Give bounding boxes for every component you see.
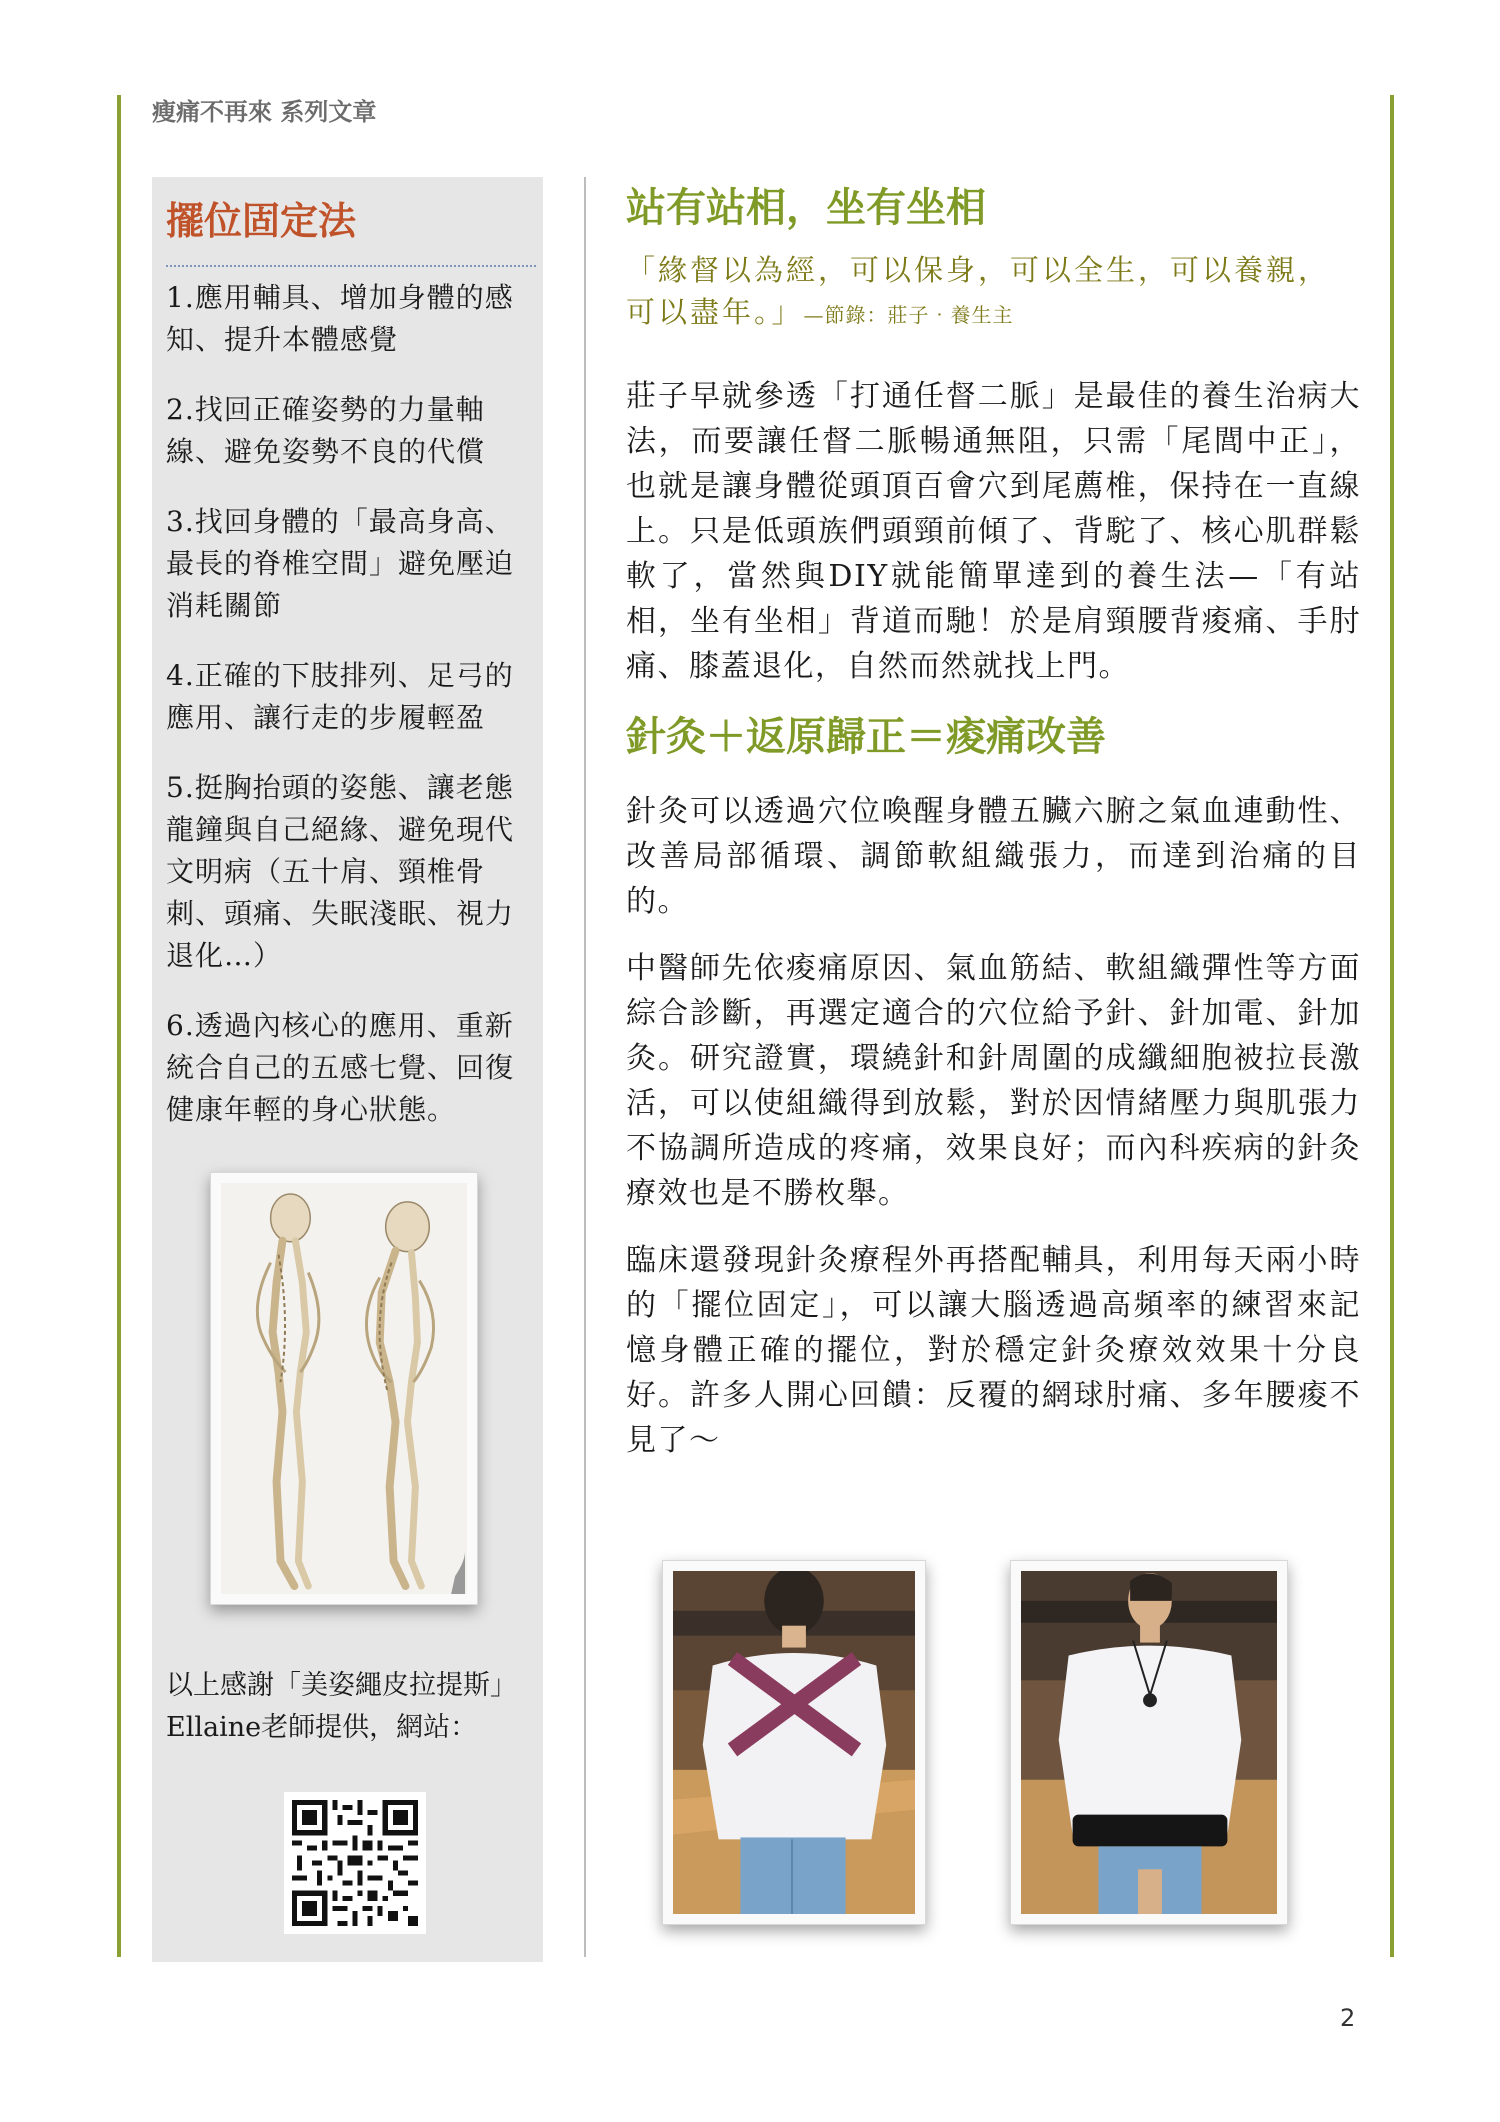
heading-posture: 站有站相，坐有坐相	[626, 185, 986, 231]
qr-code[interactable]	[284, 1792, 426, 1934]
sidebar-list-item: 3.找回身體的「最高身高、最長的脊椎空間」避免壓迫消耗關節	[166, 505, 515, 622]
paragraph: 莊子早就參透「打通任督二脈」是最佳的養生治病大法，而要讓任督二脈暢通無阻，只需「尾閭中正」，也就是讓身體從頭頂百會穴到尾薦椎，保持在一直線上。只是低頭族們頭頸前傾了、背駝了、核心肌群鬆軟了，當然與DIY就能簡單達到的養生法—「有站相，坐有坐相」背道而馳！於是肩頸腰背痠痛、手肘痛、膝蓋退化，自然而然就找上門。	[626, 379, 1361, 684]
sidebar-title: 擺位固定法	[166, 199, 357, 243]
series-title: 瘦痛不再來 系列文章	[152, 98, 377, 126]
paragraph: 臨床還發現針灸療程外再搭配輔具，利用每天兩小時的「擺位固定」，可以讓大腦透過高頻率的練習來記憶身體正確的擺位，對於穩定針灸療效效果十分良好。許多人開心回饋：反覆的網球肘痛、多年腰痠不見了～	[626, 1243, 1361, 1458]
column-divider	[584, 177, 586, 1957]
sidebar-list-item: 4.正確的下肢排列、足弓的應用、讓行走的步履輕盈	[166, 659, 514, 734]
back-strap-photo	[662, 1560, 926, 1925]
heading-acupuncture: 針灸＋返原歸正＝痠痛改善	[626, 714, 1106, 760]
quote	[626, 249, 1361, 336]
thanks-note: 以上感謝「美姿繩皮拉提斯」Ellaine老師提供，網站：	[166, 1670, 517, 1743]
right-accent-rule	[1390, 95, 1394, 1957]
left-accent-rule	[117, 95, 121, 1957]
quote-text: 「緣督以為經，可以保身，可以全生，可以養親，可以盡年。」	[626, 253, 1331, 329]
page-number: 2	[1340, 2004, 1356, 2032]
paragraph: 中醫師先依痠痛原因、氣血筋結、軟組織彈性等方面綜合診斷，再選定適合的穴位給予針、針加電、針加灸。研究證實，環繞針和針周圍的成纖細胞被拉長激活，可以使組織得到放鬆，對於因情緒壓力與肌張力不協調所造成的疼痛，效果良好；而內科疾病的針灸療效也是不勝枚舉。	[626, 951, 1361, 1211]
sidebar-list-item: 1.應用輔具、增加身體的感知、提升本體感覺	[166, 281, 514, 356]
main-column	[626, 177, 1361, 1463]
sidebar-list-item: 2.找回正確姿勢的力量軸線、避免姿勢不良的代償	[166, 393, 486, 468]
posture-skeleton-photo	[210, 1172, 478, 1605]
quote-source: —節錄：莊子‧養生主	[803, 303, 1014, 327]
paragraph: 針灸可以透過穴位喚醒身體五臟六腑之氣血連動性、改善局部循環、調節軟組織張力，而達到治痛的目的。	[626, 794, 1361, 919]
sidebar-dotted-divider	[166, 265, 536, 267]
sidebar-list-item: 5.挺胸抬頭的姿態、讓老態龍鐘與自己絕緣、避免現代文明病（五十肩、頸椎骨刺、頭痛、失眠淺眠、視力退化…）	[166, 771, 515, 972]
sidebar-list-item: 6.透過內核心的應用、重新統合自己的五感七覺、回復健康年輕的身心狀態。	[166, 1009, 515, 1126]
sidebar-list	[166, 277, 529, 1131]
front-belt-photo	[1010, 1560, 1288, 1925]
